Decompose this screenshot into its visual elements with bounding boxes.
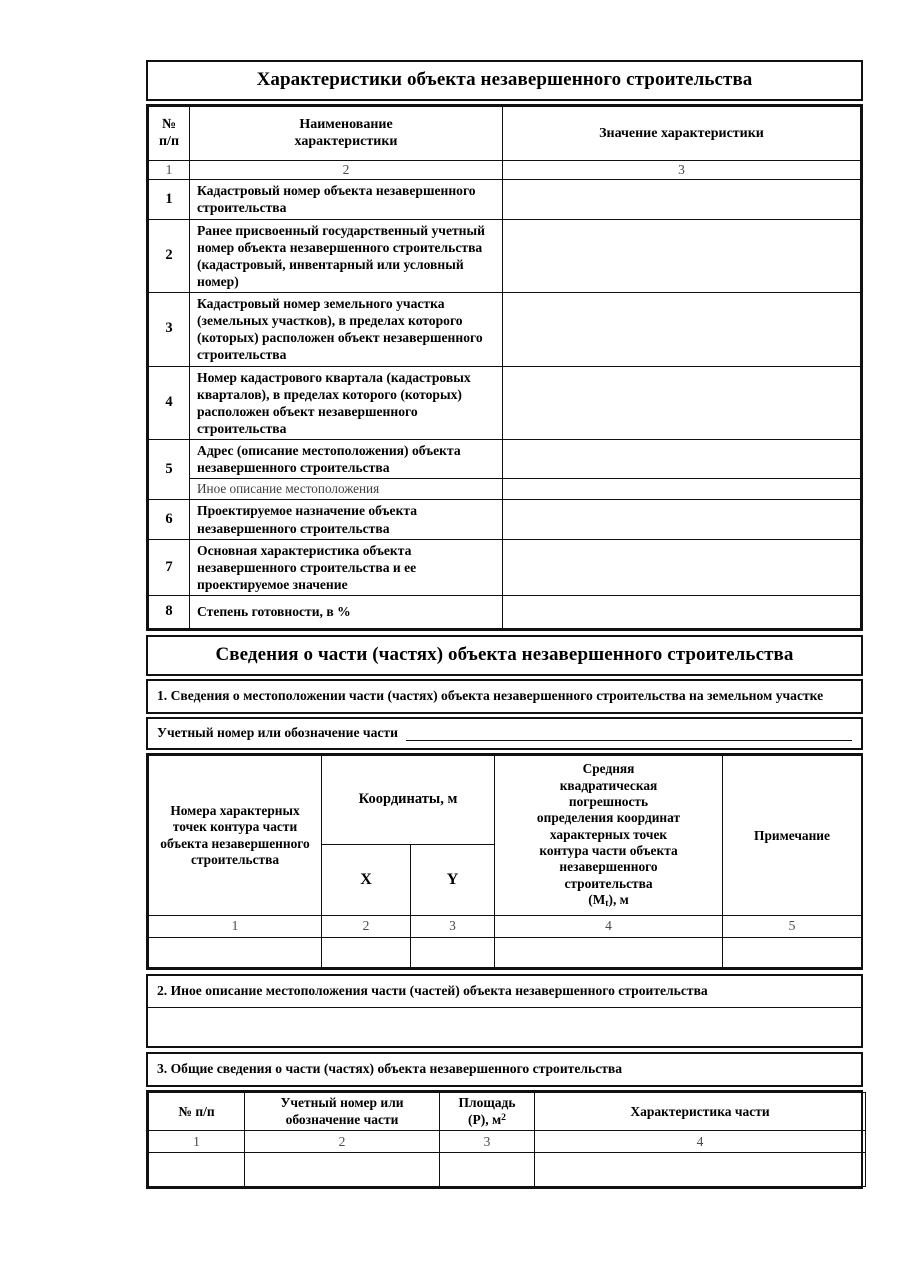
table-row [149, 500, 861, 539]
coordinates-header-coordinates: Координаты, м [322, 756, 495, 845]
column-header-name-line2: характеристики [294, 134, 398, 150]
row-label: Степень готовности, в % [190, 596, 503, 629]
cell-x[interactable] [322, 938, 411, 968]
row-subvalue-field[interactable] [503, 479, 861, 500]
column-header-number [149, 106, 190, 160]
error-line-8: строительства [564, 875, 653, 891]
column-number-1: 1 [149, 1131, 245, 1153]
error-line-2: квадратическая [559, 777, 658, 793]
row-label: Адрес (описание местоположения) объекта незавершенного строительства [190, 440, 503, 479]
column-header-characteristic [535, 1093, 866, 1131]
general-parts-table-block [146, 1090, 863, 1189]
column-number-5: 5 [723, 916, 862, 938]
characteristics-table [148, 106, 861, 629]
cell-y[interactable] [411, 938, 495, 968]
coordinates-header-points: Номера характерных точек контура части объекта незавершенного строительства [149, 756, 322, 916]
table-row [149, 596, 861, 629]
error-symbol [588, 892, 629, 910]
error-line-4: определения координат [536, 810, 681, 826]
row-label: Кадастровый номер земельного участка (земельных участков), в пределах которого (которых) расположен объект незавершенного строительства [190, 293, 503, 367]
row-value-field[interactable] [503, 293, 861, 367]
column-header-number [149, 1093, 245, 1131]
coordinates-header-y: Y [411, 845, 495, 916]
column-number-4: 4 [535, 1131, 866, 1153]
column-header-name [190, 106, 503, 160]
column-header-area [440, 1093, 535, 1131]
error-line-6: контура части объекта [539, 843, 678, 859]
coordinates-header-error [495, 756, 723, 916]
column-header-number-line2: п/п [158, 134, 180, 150]
column-number-2: 2 [190, 160, 503, 179]
coordinates-column-number-row [149, 916, 862, 938]
row-label: Проектируемое назначение объекта незавершенного строительства [190, 500, 503, 539]
error-line-7: незавершенного [559, 859, 658, 875]
characteristics-column-number-row [149, 160, 861, 179]
error-line-1: Средняя [582, 761, 635, 777]
row-value-field[interactable] [503, 180, 861, 219]
part-number-block [146, 717, 863, 750]
row-number: 6 [149, 500, 190, 539]
column-number-3: 3 [440, 1131, 535, 1153]
row-number: 1 [149, 180, 190, 219]
general-parts-column-number-row [149, 1131, 866, 1153]
parts-title: Сведения о части (частях) объекта незавершенного строительства [215, 644, 794, 666]
table-row [149, 539, 861, 595]
column-header-area-line2 [468, 1112, 506, 1127]
subsection-2-heading: 2. Иное описание местоположения части (частей) объекта незавершенного строительства [148, 976, 861, 1008]
row-number: 3 [149, 293, 190, 367]
general-parts-header-row [149, 1093, 866, 1131]
column-header-value [503, 106, 861, 160]
column-number-3: 3 [411, 916, 495, 938]
row-value-field[interactable] [503, 539, 861, 595]
row-label: Ранее присвоенный государственный учетный номер объекта незавершенного строительства (кадастровый, инвентарный или условный номер) [190, 219, 503, 293]
table-row [149, 938, 862, 968]
row-label: Основная характеристика объекта незавершенного строительства и ее проектируемое значение [190, 539, 503, 595]
table-subrow [149, 479, 861, 500]
row-number: 4 [149, 366, 190, 440]
row-number: 2 [149, 219, 190, 293]
area-unit-prefix: (Р), м [467, 1111, 502, 1127]
characteristics-title: Характеристики объекта незавершенного строительства [256, 69, 753, 90]
error-symbol-suffix: ), м [608, 892, 629, 908]
general-parts-table [148, 1092, 866, 1187]
table-row [149, 180, 861, 219]
column-header-number-line1: № [161, 116, 177, 132]
cell-designation[interactable] [245, 1153, 440, 1187]
cell-number[interactable] [149, 1153, 245, 1187]
row-value-field[interactable] [503, 596, 861, 629]
cell-error[interactable] [495, 938, 723, 968]
characteristics-title-block [146, 60, 863, 101]
column-header-name-line1: Наименование [299, 116, 393, 132]
column-number-3: 3 [503, 160, 861, 179]
coordinates-table [148, 755, 862, 968]
cell-note[interactable] [723, 938, 862, 968]
area-unit-superscript: 2 [501, 1111, 507, 1123]
column-header-value-line1: Значение характеристики [599, 125, 764, 141]
coordinates-header-x: X [322, 845, 411, 916]
parts-title-block [146, 635, 863, 676]
subsection-3-heading: 3. Общие сведения о части (частях) объекта незавершенного строительства [157, 1061, 623, 1077]
column-number-4: 4 [495, 916, 723, 938]
cell-point[interactable] [149, 938, 322, 968]
row-sublabel: Иное описание местоположения [190, 479, 503, 500]
table-row [149, 440, 861, 479]
row-number: 5 [149, 440, 190, 500]
column-number-2: 2 [245, 1131, 440, 1153]
error-line-3: погрешность [568, 794, 649, 810]
row-value-field[interactable] [503, 366, 861, 440]
column-header-designation-line1: Учетный номер или [280, 1095, 404, 1111]
row-number: 8 [149, 596, 190, 629]
table-row [149, 293, 861, 367]
column-header-characteristic-line1: Характеристика части [630, 1103, 770, 1119]
subsection-1-heading-block [146, 679, 863, 714]
part-number-row [148, 719, 861, 748]
row-value-field[interactable] [503, 219, 861, 293]
table-row [149, 1153, 866, 1187]
subsection-1-heading: 1. Сведения о местоположении части (частях) объекта незавершенного строительства на земельном участке [157, 687, 824, 703]
table-row [149, 366, 861, 440]
error-symbol-prefix: (M [588, 892, 606, 908]
error-line-5: характерных точек [549, 826, 668, 842]
column-header-area-line1: Площадь [458, 1095, 516, 1111]
coordinates-table-block [146, 753, 863, 970]
column-number-1: 1 [149, 160, 190, 179]
characteristics-table-block [146, 104, 863, 631]
column-header-designation [245, 1093, 440, 1131]
table-row [149, 219, 861, 293]
row-value-field[interactable] [503, 440, 861, 479]
part-number-input[interactable] [406, 727, 852, 741]
row-value-field[interactable] [503, 500, 861, 539]
column-header-designation-line2: обозначение части [285, 1111, 399, 1127]
coordinates-header-note: Примечание [723, 756, 862, 916]
characteristics-header-row [149, 106, 861, 160]
cell-characteristic[interactable] [535, 1153, 866, 1187]
subsection-2-content-field[interactable] [148, 1008, 861, 1046]
row-label: Кадастровый номер объекта незавершенного строительства [190, 180, 503, 219]
part-number-label: Учетный номер или обозначение части [157, 725, 398, 741]
coordinates-header-row-1 [149, 756, 862, 845]
column-number-2: 2 [322, 916, 411, 938]
cadastral-form [146, 60, 863, 1193]
subsection-2-block [146, 974, 863, 1048]
subsection-3-heading-block [146, 1052, 863, 1087]
error-symbol-subscript: t [605, 898, 609, 910]
column-number-1: 1 [149, 916, 322, 938]
column-header-number-line1: № п/п [178, 1103, 215, 1119]
row-label: Номер кадастрового квартала (кадастровых кварталов), в пределах которого (которых) расположен объект незавершенного строительства [190, 366, 503, 440]
row-number: 7 [149, 539, 190, 595]
cell-area[interactable] [440, 1153, 535, 1187]
